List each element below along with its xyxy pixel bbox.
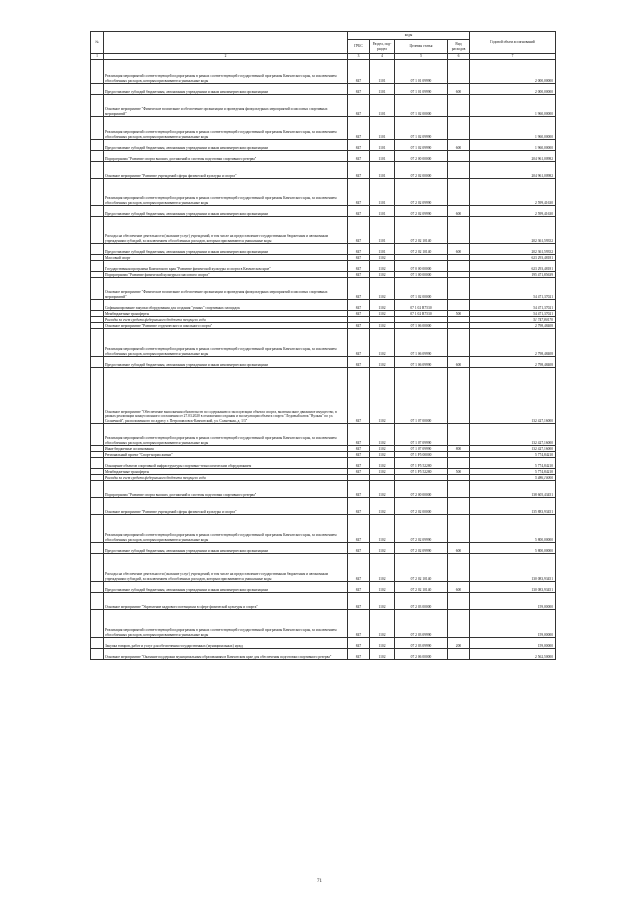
name-cell: Реализация мероприятий соответствующей подпрограммы в рамках соответствующей государственной программы Камчатского края, за исключением обособленных расходов, которым присваиваются уникальные коды [104, 424, 348, 446]
name-cell: Предоставление субсидий бюджетным, автономным учреждениям и иным некоммерческим организациям [104, 206, 348, 217]
cs-cell: 07 1 02 09990 [395, 117, 448, 140]
sum-cell: 54 471,37021 [470, 300, 556, 311]
cs-cell: 07 1 06 09990 [395, 329, 448, 357]
vid-cell [448, 261, 470, 272]
name-cell: Подпрограмма "Развитие физической культуры и массового спорта" [104, 272, 348, 278]
num-cell [91, 554, 104, 582]
razdel-cell: 1101 [370, 95, 395, 117]
razdel-cell: 1102 [370, 357, 395, 368]
cs-cell: 07 1 07 09990 [395, 424, 448, 446]
razdel-cell: 1101 [370, 140, 395, 151]
table-row [91, 117, 556, 140]
num-cell [91, 300, 104, 311]
num-cell [91, 515, 104, 543]
vid-cell: 600 [448, 357, 470, 368]
index-cell: 2 [104, 54, 348, 60]
table-row [91, 151, 556, 162]
sum-cell: 159,00000 [470, 610, 556, 638]
vid-cell [448, 60, 470, 84]
table-row [91, 543, 556, 554]
sum-cell: 1 960,00000 [470, 117, 556, 140]
razdel-cell: 1102 [370, 638, 395, 649]
sum-cell: 2 000,00000 [470, 60, 556, 84]
sum-cell: 132 427,16000 [470, 368, 556, 424]
grbs-cell: 847 [348, 300, 370, 311]
budget-table [90, 31, 556, 660]
name-cell: Реализация мероприятий соответствующей подпрограммы в рамках соответствующей государственной программы Камчатского края, за исключением обособленных расходов, которым присваиваются уникальные коды [104, 179, 348, 206]
name-cell: Расходы на обеспечение деятельности (оказание услуг) учреждений, в том числе на предоставление государственным бюджетным и автономным учреждениям субсидий, за исключением обособленных расходов, которым присваиваются уникальные коды [104, 217, 348, 244]
header-vid: Вид расходов [448, 40, 470, 54]
cs-cell: 07 1 06 09990 [395, 357, 448, 368]
sum-cell: 132 427,16000 [470, 446, 556, 452]
cs-cell: 07 1 07 09990 [395, 446, 448, 452]
razdel-cell: 1102 [370, 543, 395, 554]
num-cell [91, 458, 104, 469]
table-row [91, 300, 556, 311]
num-cell [91, 60, 104, 84]
grbs-cell: 847 [348, 543, 370, 554]
name-cell: Основное мероприятие "Обеспечение выполнения обязательств по содержанию и эксплуатации объекта спорта, включая иное движимое имущество, в рамках реализации концессионного соглашения от 27.03.2020 в отношении создания и эксплуатации объекта спорта "Ледовый каток "Вулкан" по ул. Солнечной", расположенного по адресу г. Петропавловск-Камчатский, ул. Солнечная, д. 1/3" [104, 368, 348, 424]
grbs-cell: 847 [348, 323, 370, 329]
razdel-cell: 1102 [370, 323, 395, 329]
grbs-cell: 847 [348, 582, 370, 593]
sum-cell: 195 471,85639 [470, 272, 556, 278]
num-cell [91, 543, 104, 554]
razdel-cell: 1102 [370, 452, 395, 458]
name-cell: Основное мероприятие "Развитие учреждений сферы физической культуры и спорта" [104, 498, 348, 515]
cs-cell: 07 2 02 00000 [395, 498, 448, 515]
vid-cell [448, 610, 470, 638]
sum-cell: 2 798,48408 [470, 329, 556, 357]
grbs-cell: 847 [348, 593, 370, 610]
table-row [91, 261, 556, 272]
razdel-cell: 1102 [370, 481, 395, 498]
name-cell: Реализация мероприятий соответствующей подпрограммы в рамках соответствующей государственной программы Камчатского края, за исключением обособленных расходов, которым присваиваются уникальные коды [104, 60, 348, 84]
cs-cell: 07 2 02 10140 [395, 217, 448, 244]
cs-cell: 07 1 02 00000 [395, 278, 448, 300]
sum-cell: 5 486,10000 [470, 475, 556, 481]
grbs-cell: 847 [348, 498, 370, 515]
index-cell: 3 [348, 54, 370, 60]
index-cell: 7 [470, 54, 556, 60]
grbs-cell: 847 [348, 458, 370, 469]
razdel-cell: 1101 [370, 162, 395, 179]
grbs-cell: 847 [348, 368, 370, 424]
vid-cell [448, 329, 470, 357]
cs-cell: 07 2 02 10140 [395, 244, 448, 255]
grbs-cell: 847 [348, 515, 370, 543]
cs-cell: 07 0 00 00000 [395, 261, 448, 272]
cs-cell: 07 2 02 09990 [395, 179, 448, 206]
sum-cell: 204 961,00982 [470, 162, 556, 179]
name-cell: Подпрограмма "Развитие спорта высших достижений и системы подготовки спортивного резерва" [104, 151, 348, 162]
num-cell [91, 424, 104, 446]
num-cell [91, 117, 104, 140]
name-cell: Оснащение объектов спортивной инфраструктуры спортивно-технологическим оборудованием [104, 458, 348, 469]
num-cell [91, 329, 104, 357]
cs-cell: 07 1 01 09990 [395, 60, 448, 84]
name-cell: Межбюджетные трансферты [104, 311, 348, 317]
index-cell: 4 [370, 54, 395, 60]
index-cell: 6 [448, 54, 470, 60]
table-row [91, 498, 556, 515]
header-sum: Годовой объем ассигнований [470, 32, 556, 54]
vid-cell: 600 [448, 582, 470, 593]
num-cell [91, 582, 104, 593]
razdel-cell: 1102 [370, 272, 395, 278]
sum-cell: 202 361,59352 [470, 244, 556, 255]
vid-cell [448, 300, 470, 311]
razdel-cell: 1102 [370, 593, 395, 610]
sum-cell: 2 798,48408 [470, 357, 556, 368]
razdel-cell: 1102 [370, 554, 395, 582]
grbs-cell: 847 [348, 255, 370, 261]
name-cell: Предоставление субсидий бюджетным, автономным учреждениям и иным некоммерческим организациям [104, 582, 348, 593]
cs-cell: 07 1 02 R7530 [395, 311, 448, 317]
razdel-cell: 1102 [370, 261, 395, 272]
vid-cell [448, 95, 470, 117]
table-row [91, 162, 556, 179]
cs-cell: 07 1 P5 52280 [395, 458, 448, 469]
grbs-cell: 847 [348, 278, 370, 300]
num-cell [91, 162, 104, 179]
razdel-cell: 1101 [370, 206, 395, 217]
name-cell: Предоставление субсидий бюджетным, автономным учреждениям и иным некоммерческим организациям [104, 140, 348, 151]
header-cs: Целевая статья [395, 40, 448, 54]
razdel-cell: 1102 [370, 446, 395, 452]
sum-cell: 1 960,00000 [470, 140, 556, 151]
cs-cell: 07 1 06 00000 [395, 323, 448, 329]
razdel-cell: 1102 [370, 610, 395, 638]
grbs-cell: 847 [348, 446, 370, 452]
vid-cell [448, 162, 470, 179]
sum-cell: 5 800,00000 [470, 515, 556, 543]
cs-cell: 07 2 02 09990 [395, 206, 448, 217]
grbs-cell: 847 [348, 60, 370, 84]
vid-cell [448, 217, 470, 244]
grbs-cell: 847 [348, 244, 370, 255]
num-cell [91, 217, 104, 244]
table-row [91, 610, 556, 638]
razdel-cell: 1102 [370, 424, 395, 446]
grbs-cell: 847 [348, 272, 370, 278]
vid-cell [448, 498, 470, 515]
table-body [91, 60, 556, 660]
table-row [91, 179, 556, 206]
name-cell: Предоставление субсидий бюджетным, автономным учреждениям и иным некоммерческим организациям [104, 244, 348, 255]
razdel-cell: 1102 [370, 255, 395, 261]
table-row [91, 206, 556, 217]
name-cell: Предоставление субсидий бюджетным, автономным учреждениям и иным некоммерческим организациям [104, 543, 348, 554]
header-num: № [91, 32, 104, 54]
table-row [91, 554, 556, 582]
sum-cell: 2 000,00000 [470, 84, 556, 95]
num-cell [91, 140, 104, 151]
grbs-cell: 847 [348, 638, 370, 649]
sum-cell: 5 774,84210 [470, 469, 556, 475]
num-cell [91, 278, 104, 300]
razdel-cell: 1102 [370, 469, 395, 475]
cs-cell: 07 2 03 09990 [395, 638, 448, 649]
cs-cell: 07 2 00 00000 [395, 481, 448, 498]
grbs-cell: 847 [348, 311, 370, 317]
num-cell [91, 357, 104, 368]
name-cell: Расходы за счет средств федерального бюджета текущего года [104, 475, 348, 481]
budget-document [90, 31, 555, 660]
header-grbs: ГРБС [348, 40, 370, 54]
table-row [91, 582, 556, 593]
vid-cell: 600 [448, 206, 470, 217]
table-row [91, 424, 556, 446]
razdel-cell: 1101 [370, 244, 395, 255]
vid-cell: 600 [448, 140, 470, 151]
grbs-cell: 847 [348, 452, 370, 458]
name-cell: Массовый спорт [104, 255, 348, 261]
grbs-cell: 847 [348, 329, 370, 357]
name-cell: Реализация мероприятий соответствующей подпрограммы в рамках соответствующей государственной программы Камчатского края, за исключением обособленных расходов, которым присваиваются уникальные коды [104, 117, 348, 140]
sum-cell: 2 599,41630 [470, 206, 556, 217]
razdel-cell: 1101 [370, 179, 395, 206]
razdel-cell: 1102 [370, 458, 395, 469]
vid-cell [448, 179, 470, 206]
num-cell [91, 638, 104, 649]
grbs-cell: 847 [348, 95, 370, 117]
name-cell: Расходы за счет средств федерального бюджета текущего года [104, 317, 348, 323]
cs-cell: 07 1 P5 52280 [395, 469, 448, 475]
cs-cell: 07 1 01 09990 [395, 84, 448, 95]
sum-cell: 54 471,37021 [470, 278, 556, 300]
name-cell: Основное мероприятие "Физическое воспитание и обеспечение организации и проведения физкультурных мероприятий и массовых спортивных мероприятий" [104, 278, 348, 300]
name-cell: Основное мероприятие "Развитие учреждений сферы физической культуры и спорта" [104, 162, 348, 179]
name-cell: Основное мероприятие "Оказание поддержки муниципальным образованиям в Камчатском крае для обеспечения подготовки спортивного резерва" [104, 649, 348, 660]
table-row [91, 638, 556, 649]
header-name [104, 32, 348, 54]
razdel-cell: 1101 [370, 217, 395, 244]
vid-cell [448, 151, 470, 162]
vid-cell: 800 [448, 446, 470, 452]
grbs-cell: 847 [348, 649, 370, 660]
num-cell [91, 244, 104, 255]
razdel-cell: 1102 [370, 311, 395, 317]
vid-cell [448, 278, 470, 300]
name-cell: Государственная программа Камчатского края "Развитие физической культуры и спорта в Камчатском крае" [104, 261, 348, 272]
name-cell: Софинансирование закупки оборудования для создания "умных" спортивных площадок [104, 300, 348, 311]
sum-cell: 138 605,43451 [470, 481, 556, 498]
index-cell: 1 [91, 54, 104, 60]
name-cell: Основное мероприятие "Развитие студенческого и школьного спорта" [104, 323, 348, 329]
name-cell: Иные бюджетные ассигнования [104, 446, 348, 452]
name-cell: Подпрограмма "Развитие спорта высших достижений и системы подготовки спортивного резерва" [104, 481, 348, 498]
razdel-cell: 1102 [370, 329, 395, 357]
grbs-cell: 847 [348, 179, 370, 206]
num-cell [91, 206, 104, 217]
sum-cell: 132 427,16000 [470, 424, 556, 446]
sum-cell: 2 599,41630 [470, 179, 556, 206]
vid-cell: 500 [448, 469, 470, 475]
num-cell [91, 95, 104, 117]
razdel-cell: 1102 [370, 515, 395, 543]
table-row [91, 217, 556, 244]
table-row [91, 649, 556, 660]
table-row [91, 244, 556, 255]
cs-cell: 07 2 03 00000 [395, 593, 448, 610]
razdel-cell: 1101 [370, 117, 395, 140]
vid-cell: 600 [448, 244, 470, 255]
num-cell [91, 498, 104, 515]
name-cell: Предоставление субсидий бюджетным, автономным учреждениям и иным некоммерческим организациям [104, 84, 348, 95]
name-cell: Закупка товаров, работ и услуг для обеспечения государственных (муниципальных) нужд [104, 638, 348, 649]
num-cell [91, 649, 104, 660]
sum-cell: 5 774,84210 [470, 452, 556, 458]
table-row [91, 329, 556, 357]
vid-cell [448, 424, 470, 446]
sum-cell: 130 083,93451 [470, 554, 556, 582]
sum-cell: 159,00000 [470, 638, 556, 649]
vid-cell: 600 [448, 543, 470, 554]
sum-cell: 623 293,48181 [470, 261, 556, 272]
sum-cell: 130 083,93451 [470, 582, 556, 593]
cs-cell: 07 2 03 09990 [395, 610, 448, 638]
table-row [91, 458, 556, 469]
vid-cell: 200 [448, 638, 470, 649]
razdel-cell: 1101 [370, 60, 395, 84]
grbs-cell: 847 [348, 206, 370, 217]
name-cell: Региональный проект "Спорт-норма жизни" [104, 452, 348, 458]
table-row [91, 515, 556, 543]
name-cell: Реализация мероприятий соответствующей подпрограммы в рамках соответствующей государственной программы Камчатского края, за исключением обособленных расходов, которым присваиваются уникальные коды [104, 610, 348, 638]
num-cell [91, 368, 104, 424]
vid-cell: 500 [448, 311, 470, 317]
num-cell [91, 151, 104, 162]
sum-cell: 5 774,84210 [470, 458, 556, 469]
num-cell [91, 593, 104, 610]
sum-cell: 204 961,00982 [470, 151, 556, 162]
grbs-cell: 847 [348, 261, 370, 272]
grbs-cell: 847 [348, 117, 370, 140]
grbs-cell: 847 [348, 610, 370, 638]
table-row [91, 368, 556, 424]
grbs-cell: 847 [348, 481, 370, 498]
sum-cell: 159,00000 [470, 593, 556, 610]
vid-cell [448, 368, 470, 424]
name-cell: Предоставление субсидий бюджетным, автономным учреждениям и иным некоммерческим организациям [104, 357, 348, 368]
table-row [91, 84, 556, 95]
cs-cell: 07 2 02 00000 [395, 162, 448, 179]
razdel-cell: 1102 [370, 582, 395, 593]
sum-cell: 623 293,48181 [470, 255, 556, 261]
razdel-cell: 1101 [370, 151, 395, 162]
name-cell: Реализация мероприятий соответствующей подпрограммы в рамках соответствующей государственной программы Камчатского края, за исключением обособленных расходов, которым присваиваются уникальные коды [104, 515, 348, 543]
table-row [91, 278, 556, 300]
table-row [91, 593, 556, 610]
table-row [91, 95, 556, 117]
num-cell [91, 84, 104, 95]
cs-cell: 07 1 02 R7530 [395, 300, 448, 311]
sum-cell: 1 960,00000 [470, 95, 556, 117]
cs-cell: 07 1 07 00000 [395, 368, 448, 424]
sum-cell: 135 883,93451 [470, 498, 556, 515]
grbs-cell: 847 [348, 151, 370, 162]
cs-cell: 07 2 02 10140 [395, 554, 448, 582]
name-cell: Основное мероприятие "Физическое воспитание и обеспечение организации и проведения физкультурных мероприятий и массовых спортивных мероприятий" [104, 95, 348, 117]
grbs-cell: 847 [348, 162, 370, 179]
grbs-cell: 847 [348, 469, 370, 475]
cs-cell: 07 2 02 09990 [395, 543, 448, 554]
cs-cell: 07 2 02 09990 [395, 515, 448, 543]
sum-cell: 202 361,59352 [470, 217, 556, 244]
vid-cell [448, 458, 470, 469]
sum-cell: 51 747,80170 [470, 317, 556, 323]
sum-cell: 2 562,50000 [470, 649, 556, 660]
cs-cell: 07 1 02 00000 [395, 95, 448, 117]
grbs-cell: 847 [348, 217, 370, 244]
name-cell: Основное мероприятие "Укрепление кадрового потенциала в сфере физической культуры и спорта" [104, 593, 348, 610]
vid-cell [448, 554, 470, 582]
cs-cell: 07 2 06 00000 [395, 649, 448, 660]
table-row [91, 60, 556, 84]
razdel-cell: 1102 [370, 649, 395, 660]
grbs-cell: 847 [348, 140, 370, 151]
header-codes: коды [348, 32, 470, 40]
vid-cell [448, 117, 470, 140]
grbs-cell: 847 [348, 424, 370, 446]
cs-cell: 07 1 P5 00000 [395, 452, 448, 458]
page-number: 71 [317, 879, 322, 884]
num-cell [91, 481, 104, 498]
vid-cell [448, 515, 470, 543]
table-header [91, 32, 556, 60]
cs-cell: 07 2 02 10140 [395, 582, 448, 593]
sum-cell: 5 800,00000 [470, 543, 556, 554]
name-cell: Расходы на обеспечение деятельности (оказание услуг) учреждений, в том числе на предоставление государственным бюджетным и автономным учреждениям субсидий, за исключением обособленных расходов, которым присваиваются уникальные коды [104, 554, 348, 582]
grbs-cell: 847 [348, 554, 370, 582]
table-row [91, 481, 556, 498]
vid-cell [448, 593, 470, 610]
table-row [91, 357, 556, 368]
num-cell [91, 261, 104, 272]
razdel-cell: 1102 [370, 498, 395, 515]
index-cell: 5 [395, 54, 448, 60]
vid-cell [448, 481, 470, 498]
razdel-cell: 1102 [370, 300, 395, 311]
sum-cell: 2 798,48408 [470, 323, 556, 329]
razdel-cell: 1102 [370, 278, 395, 300]
cs-cell: 07 1 02 09990 [395, 140, 448, 151]
cs-cell: 07 1 00 00000 [395, 272, 448, 278]
table-row [91, 140, 556, 151]
num-cell [91, 610, 104, 638]
cs-cell: 07 2 00 00000 [395, 151, 448, 162]
grbs-cell: 847 [348, 84, 370, 95]
razdel-cell: 1101 [370, 84, 395, 95]
header-razdel: Раздел, под-раздел [370, 40, 395, 54]
razdel-cell: 1102 [370, 368, 395, 424]
name-cell: Реализация мероприятий соответствующей подпрограммы в рамках соответствующей государственной программы Камчатского края, за исключением обособленных расходов, которым присваиваются уникальные коды [104, 329, 348, 357]
vid-cell [448, 649, 470, 660]
name-cell: Межбюджетные трансферты [104, 469, 348, 475]
grbs-cell: 847 [348, 357, 370, 368]
num-cell [91, 179, 104, 206]
sum-cell: 54 471,37021 [470, 311, 556, 317]
vid-cell: 600 [448, 84, 470, 95]
